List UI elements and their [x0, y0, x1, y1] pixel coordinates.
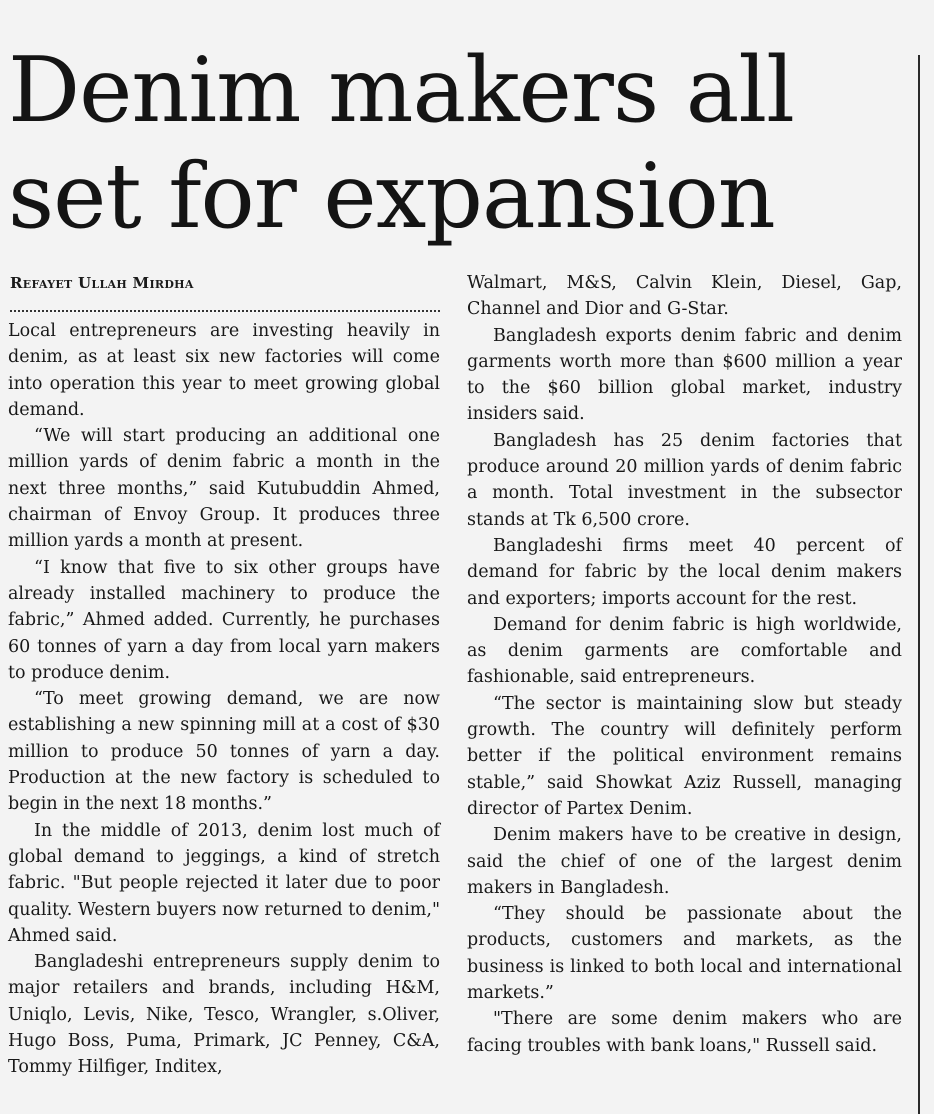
paragraph: “To meet growing demand, we are now establishing a new spinning mill at a cost of $30 million to produce 50 tonnes of yarn a day. Production at the new factory is scheduled to begin in the next 18 months.”	[8, 689, 440, 815]
paragraph: In the middle of 2013, denim lost much of global demand to jeggings, a kind of stretch fabric. "But people rejected it later due to poor quality. Western buyers now returned to denim," Ahmed said.	[8, 820, 440, 946]
article-column-left	[8, 318, 440, 1081]
paragraph: Local entrepreneurs are investing heavily in denim, as at least six new factories will come into operation this year to meet growing global demand.	[8, 321, 440, 420]
paragraph: Demand for denim fabric is high worldwide, as denim garments are comfortable and fashionable, said entrepreneurs.	[467, 614, 902, 688]
paragraph: "There are some denim makers who are facing troubles with bank loans," Russell said.	[467, 1009, 902, 1056]
article-column-right	[467, 270, 902, 1059]
byline: Refayet Ullah Mirdha	[10, 274, 194, 292]
headline-line-2: set for expansion	[8, 144, 775, 249]
dotted-divider	[10, 310, 440, 312]
paragraph: Bangladeshi firms meet 40 percent of demand for fabric by the local denim makers and exporters; imports account for the rest.	[467, 535, 902, 609]
paragraph: Bangladesh exports denim fabric and denim garments worth more than $600 million a year to the $60 billion global market, industry insiders said.	[467, 325, 902, 425]
paragraph: “I know that five to six other groups have already installed machinery to produce the fabric,” Ahmed added. Currently, he purchases 60 tonnes of yarn a day from local yarn makers to produce denim.	[8, 557, 440, 683]
paragraph: Walmart, M&S, Calvin Klein, Diesel, Gap, Channel and Dior and G-Star.	[467, 273, 902, 320]
paragraph: Bangladeshi entrepreneurs supply denim to major retailers and brands, including H&M, Uniqlo, Levis, Nike, Tesco, Wrangler, s.Oliver, Hugo Boss, Puma, Primark, JC Penney, C&A, Tommy Hilfiger, Inditex,	[8, 952, 440, 1078]
paragraph: Denim makers have to be creative in design, said the chief of one of the largest denim makers in Bangladesh.	[467, 825, 902, 898]
headline-line-1: Denim makers all	[8, 38, 794, 143]
paragraph: Bangladesh has 25 denim factories that produce around 20 million yards of denim fabric a month. Total investment in the subsector stands at Tk 6,500 crore.	[467, 430, 902, 530]
headline	[8, 38, 908, 250]
paragraph: “The sector is maintaining slow but steady growth. The country will definitely perform better if the political environment remains stable,” said Showkat Aziz Russell, managing director of Partex Denim.	[467, 693, 902, 819]
paragraph: “They should be passionate about the products, customers and markets, as the business is linked to both local and international markets.”	[467, 904, 902, 1004]
column-rule	[918, 55, 920, 1114]
paragraph: “We will start producing an additional one million yards of denim fabric a month in the next three months,” said Kutubuddin Ahmed, chairman of Envoy Group. It produces three million yards a month at present.	[8, 426, 440, 552]
